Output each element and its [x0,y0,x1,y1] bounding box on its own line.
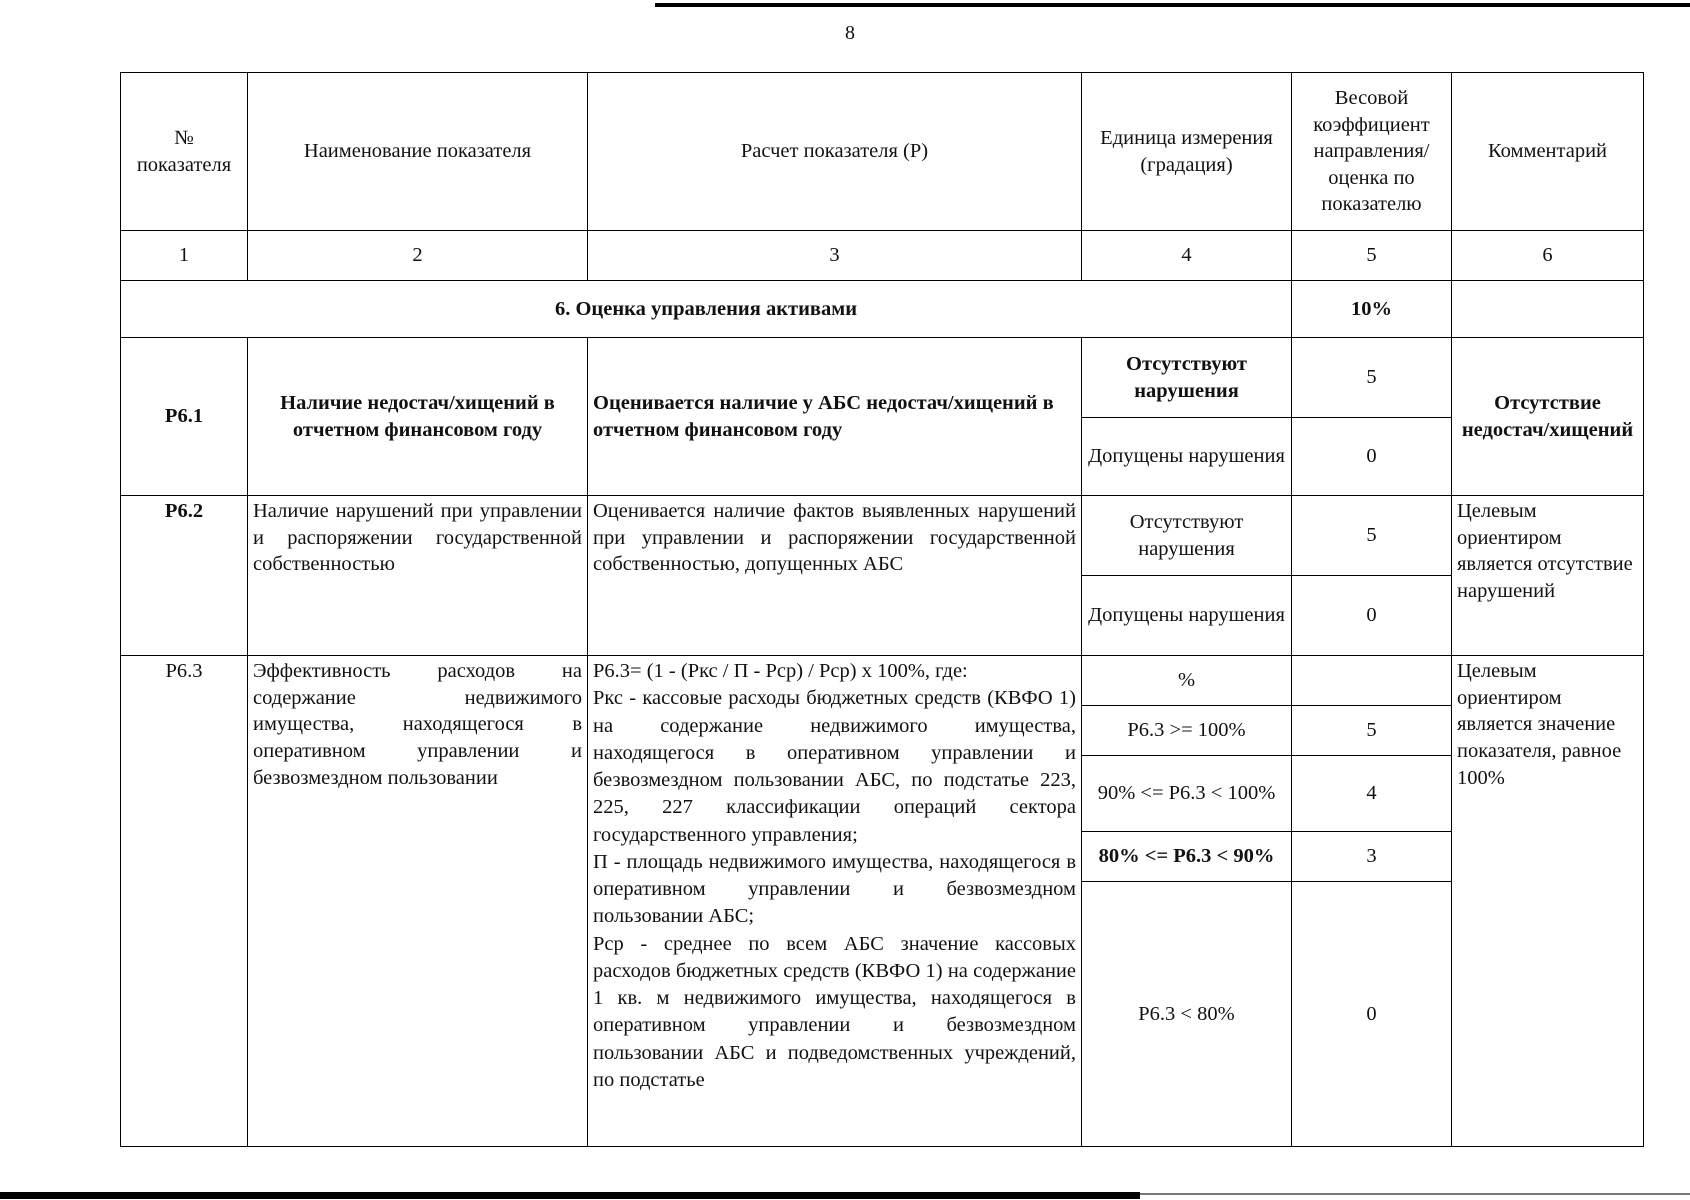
r63-p-definition: П - площадь недвижимого имущества, находящегося в оперативном управлении и безвозмездном пользовании АБС; [593,850,1076,928]
r63-number: Р6.3 [121,656,248,1147]
page-number: 8 [845,22,855,44]
r62-calculation: Оценивается наличие фактов выявленных нарушений при управлении и распоряжении государственной собственностью, допущенных АБС [588,496,1082,656]
r63-calculation [588,656,1082,1147]
column-number-row [121,231,1644,281]
r61-name: Наличие недостач/хищений в отчетном финансовом году [248,338,588,496]
r63-grade2-score: 4 [1292,756,1452,832]
r63-grade0-score [1292,656,1452,706]
header-calculation: Расчет показателя (Р) [588,73,1082,231]
r61-grade1-score: 5 [1292,338,1452,418]
section-row [121,281,1644,338]
table-row-r63 [121,656,1644,706]
r63-grade4-unit: Р6.3 < 80% [1082,882,1292,1147]
table-row-r62 [121,496,1644,576]
column-number: 3 [588,231,1082,281]
header-indicator-name: Наименование показателя [248,73,588,231]
r63-rks-definition: Ркс - кассовые расходы бюджетных средств (КВФО 1) на содержание недвижимого имущества, находящегося в оперативном управлении и безвозмездном пользовании АБС, по подстатье 223, 225, 227 классификации операций сектора государственного управления; [593,687,1076,846]
r63-grade2-unit: 90% <= Р6.3 < 100% [1082,756,1292,832]
bottom-rule-thin [1140,1193,1690,1195]
column-number: 6 [1452,231,1644,281]
table-header-row [121,73,1644,231]
r62-grade1-unit: Отсутствуют нарушения [1082,496,1292,576]
r62-comment: Целевым ориентиром является отсутствие нарушений [1452,496,1644,656]
section-comment-empty [1452,281,1644,338]
section-weight: 10% [1292,281,1452,338]
r61-comment: Отсутствие недостач/хищений [1452,338,1644,496]
r62-number: Р6.2 [121,496,248,656]
header-number: № показателя [121,73,248,231]
r61-grade2-unit: Допущены нарушения [1082,418,1292,496]
header-unit: Единица измерения (градация) [1082,73,1292,231]
r63-grade4-score: 0 [1292,882,1452,1147]
r61-number: Р6.1 [121,338,248,496]
r63-grade1-unit: Р6.3 >= 100% [1082,706,1292,756]
column-number: 1 [121,231,248,281]
r63-comment: Целевым ориентиром является значение показателя, равное 100% [1452,656,1644,1147]
section-title: 6. Оценка управления активами [121,281,1292,338]
r63-grade3-score: 3 [1292,832,1452,882]
bottom-rule [0,1192,1140,1199]
r63-name: Эффективность расходов на содержание недвижимого имущества, находящегося в оперативном управлении и безвозмездном пользовании [248,656,588,1147]
r61-grade2-score: 0 [1292,418,1452,496]
column-number: 4 [1082,231,1292,281]
r63-grade3-unit: 80% <= Р6.3 < 90% [1082,832,1292,882]
r62-grade2-score: 0 [1292,576,1452,656]
column-number: 5 [1292,231,1452,281]
header-weight: Весовой коэффициент направления/ оценка по показателю [1292,73,1452,231]
r61-grade1-unit: Отсутствуют нарушения [1082,338,1292,418]
top-rule [655,3,1690,7]
table-row-r61 [121,338,1644,418]
r61-calculation: Оценивается наличие у АБС недостач/хищений в отчетном финансовом году [588,338,1082,496]
r63-grade1-score: 5 [1292,706,1452,756]
r63-grade0-unit: % [1082,656,1292,706]
header-comment: Комментарий [1452,73,1644,231]
r62-grade1-score: 5 [1292,496,1452,576]
indicators-table [120,72,1644,1147]
r62-name: Наличие нарушений при управлении и распоряжении государственной собственностью [248,496,588,656]
r63-rsr-definition: Рср - среднее по всем АБС значение кассовых расходов бюджетных средств (КВФО 1) на содержание 1 кв. м недвижимого имущества, находящегося в оперативном управлении и безвозмездном пользовании АБС и подведомственных учреждений, по подстатье [593,932,1076,1091]
r62-grade2-unit: Допущены нарушения [1082,576,1292,656]
r63-formula: Р6.3= (1 - (Ркс / П - Рср) / Рср) х 100%, где: [593,660,968,682]
column-number: 2 [248,231,588,281]
